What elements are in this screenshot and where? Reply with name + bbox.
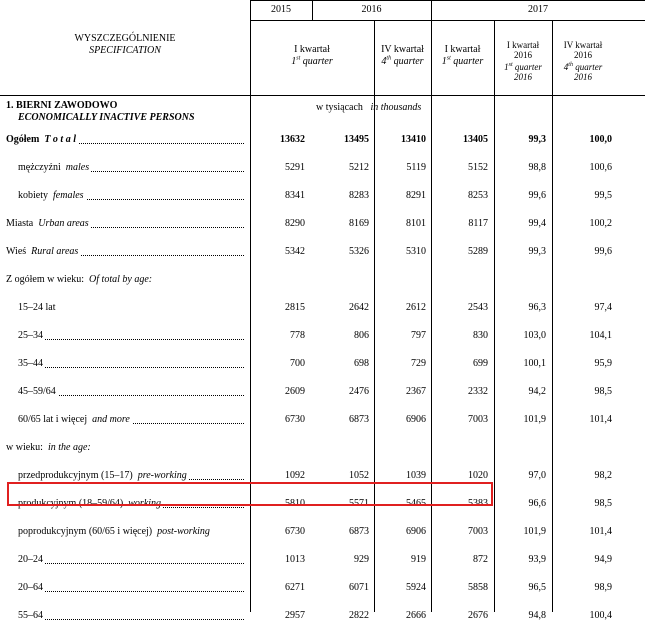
cell-value: 97,4 [594,302,612,313]
cell-value: 5310 [406,246,426,257]
row-label-text [6,274,154,285]
cell-value: 99,3 [528,134,546,145]
cell-value: 103,0 [523,330,546,341]
cell-value: 98,2 [594,470,612,481]
col-2015-pl: I kwartał [294,44,330,55]
cell-value: 2476 [349,386,369,397]
row-label [18,525,212,539]
cell-value: 98,8 [528,162,546,173]
row-label-text [18,414,132,425]
row-label [18,357,45,371]
cell-value: 2666 [406,610,426,621]
row-label [18,301,58,315]
cell-value: 700 [290,358,305,369]
cell-value: 1020 [468,470,488,481]
col-divider [552,20,553,612]
leader-dots [38,395,244,396]
row-label-pl: Wieś [6,246,27,257]
header-bottom-rule [0,95,645,96]
row-label-pl: kobiety [18,190,48,201]
cell-value: 5289 [468,246,488,257]
row-label [18,329,45,343]
row-label-text [18,358,45,369]
cell-value: 7003 [468,526,488,537]
cell-value: 98,9 [594,582,612,593]
col-2015-en: 1st quarter [291,55,333,67]
cell-value: 13410 [401,134,426,145]
row-label-pl: 60/65 lat i więcej [18,414,88,425]
col-2016-pl: IV kwartał [381,44,424,55]
cell-value: 872 [473,554,488,565]
cell-value: 5342 [285,246,305,257]
year-2015: 2015 [271,4,291,15]
row-label-pl: 35–44 [18,358,43,369]
cell-value: 5858 [468,582,488,593]
cell-value: 5924 [406,582,426,593]
row-label-pl: 45–59/64 [18,386,56,397]
row-label [18,385,58,399]
cell-value: 100,0 [589,134,612,145]
cell-value: 6906 [406,414,426,425]
cell-value: 13495 [344,134,369,145]
cell-value: 5291 [285,162,305,173]
header-top-rule [250,0,645,1]
year-2016: 2016 [361,4,382,15]
cell-value: 8169 [349,218,369,229]
cell-value: 5326 [349,246,369,257]
row-label-pl: Ogółem [6,134,40,145]
row-label-pl: Z ogółem w wieku: [6,274,85,285]
col-2017-en: 1st quarter [441,55,484,67]
cell-value: 100,1 [523,358,546,369]
cell-value: 2332 [468,386,488,397]
cell-value: 8290 [285,218,305,229]
col-ratio2-pl: IV kwartał [563,40,603,50]
cell-value: 806 [354,330,369,341]
cell-value: 99,6 [594,246,612,257]
cell-value: 1039 [406,470,426,481]
cell-value: 8291 [406,190,426,201]
row-label-pl: Miasta [6,218,34,229]
row-label [6,217,91,231]
row-label [18,553,45,567]
cell-value: 5119 [406,162,426,173]
cell-value: 2957 [285,610,305,621]
col-2017-pl: I kwartał [444,44,481,55]
row-label-text [6,134,78,145]
cell-value: 778 [290,330,305,341]
cell-value: 5465 [406,498,426,509]
cell-value: 6873 [349,414,369,425]
section-title-pl: 1. BIERNI ZAWODOWO [6,100,118,111]
row-label [6,273,154,287]
cell-value: 699 [473,358,488,369]
row-label-en: males [60,162,90,173]
spec-pl: WYSZCZEGÓLNIENIE [74,33,176,44]
row-label [18,469,189,483]
cell-value: 2367 [406,386,426,397]
row-label [18,609,45,623]
cell-value: 7003 [468,414,488,425]
cell-value: 5212 [349,162,369,173]
row-label [18,413,132,427]
cell-value: 5810 [285,498,305,509]
cell-value: 99,3 [528,246,546,257]
cell-value: 94,9 [594,554,612,565]
row-label-en: Urban areas [33,218,89,229]
leader-dots [38,339,244,340]
row-label-en: pre-working [132,470,187,481]
cell-value: 929 [354,554,369,565]
cell-value: 13405 [463,134,488,145]
cell-value: 94,2 [528,386,546,397]
cell-value: 2612 [406,302,426,313]
cell-value: 5152 [468,162,488,173]
cell-value: 8341 [285,190,305,201]
cell-value: 797 [411,330,426,341]
cell-value: 94,8 [528,610,546,621]
year-2017: 2017 [528,4,548,15]
col-ratio1-pl: I kwartał [506,40,540,50]
cell-value: 2822 [349,610,369,621]
cell-value: 101,9 [523,526,546,537]
cell-value: 13632 [280,134,305,145]
cell-value: 99,6 [528,190,546,201]
col-divider [494,20,495,612]
col-ratio2-en: 4th quarter [563,62,603,72]
row-label-text [18,386,58,397]
cell-value: 729 [411,358,426,369]
cell-value: 101,4 [589,414,612,425]
cell-value: 5571 [349,498,369,509]
row-label [6,441,93,455]
cell-value: 8101 [406,218,426,229]
cell-value: 101,4 [589,526,612,537]
cell-value: 6071 [349,582,369,593]
cell-value: 2815 [285,302,305,313]
cell-value: 698 [354,358,369,369]
cell-value: 96,5 [528,582,546,593]
cell-value: 919 [411,554,426,565]
row-label [6,245,80,259]
cell-value: 1052 [349,470,369,481]
cell-value: 5383 [468,498,488,509]
row-label-pl: 15–24 lat [18,302,56,313]
cell-value: 97,0 [528,470,546,481]
row-label-text [18,582,45,593]
leader-dots [38,591,244,592]
row-label-text [18,526,212,537]
col-ratio1-year2: 2016 [514,72,532,82]
cell-value: 830 [473,330,488,341]
row-label-pl: przedprodukcyjnym (15–17) [18,470,133,481]
unit-label: w tysiącach in thousands [316,102,422,113]
row-label [6,133,78,147]
col-2016-en: 4th quarter [381,55,424,67]
cell-value: 1013 [285,554,305,565]
cell-value: 100,2 [589,218,612,229]
cell-value: 2676 [468,610,488,621]
spec-en: SPECIFICATION [89,45,161,56]
section-title-en: ECONOMICALLY INACTIVE PERSONS [18,112,195,123]
cell-value: 6906 [406,526,426,537]
cell-value: 1092 [285,470,305,481]
row-label-pl: w wieku: [6,442,43,453]
cell-value: 2642 [349,302,369,313]
leader-dots [38,563,244,564]
row-label-text [18,302,58,313]
row-label-en: Rural areas [26,246,79,257]
cell-value: 104,1 [589,330,612,341]
row-label-en: and more [87,414,130,425]
row-label-text [18,190,86,201]
cell-value: 99,5 [594,190,612,201]
row-label-text [18,470,189,481]
cell-value: 6730 [285,414,305,425]
cell-value: 95,9 [594,358,612,369]
cell-value: 8117 [468,218,488,229]
cell-value: 6873 [349,526,369,537]
cell-value: 93,9 [528,554,546,565]
cell-value: 2609 [285,386,305,397]
row-label-pl: 20–64 [18,582,43,593]
cell-value: 100,4 [589,610,612,621]
cell-value: 96,3 [528,302,546,313]
col-ratio2-year: 2016 [574,50,592,60]
row-label-pl: produkcyjnym (18–59/64) [18,498,124,509]
row-label-text [6,442,93,453]
cell-value: 98,5 [594,386,612,397]
col-ratio1-year: 2016 [514,50,532,60]
row-label-en: post-working [152,526,210,537]
row-label-pl: 25–34 [18,330,43,341]
cell-value: 6730 [285,526,305,537]
leader-dots [38,619,244,620]
row-label-text [18,554,45,565]
col-ratio1-en: 1st quarter [504,62,542,72]
row-label-en: working [123,498,162,509]
row-label-text [18,330,45,341]
cell-value: 2543 [468,302,488,313]
row-label [18,189,86,203]
highlight-box [7,482,493,506]
row-label-text [6,218,91,229]
cell-value: 8283 [349,190,369,201]
row-label [18,581,45,595]
row-label-text [18,162,91,173]
row-label [18,161,91,175]
row-label-en: T o t a l [39,134,76,145]
row-label-pl: 20–24 [18,554,43,565]
cell-value: 96,6 [528,498,546,509]
row-label-pl: mężczyźni [18,162,61,173]
leader-dots [38,367,244,368]
row-label-text [6,246,80,257]
col-ratio2-year2: 2016 [574,72,592,82]
cell-value: 99,4 [528,218,546,229]
row-label-en: Of total by age: [84,274,153,285]
cell-value: 6271 [285,582,305,593]
cell-value: 100,6 [589,162,612,173]
cell-value: 98,5 [594,498,612,509]
row-label-pl: poprodukcyjnym (60/65 i więcej) [18,526,153,537]
row-label-en: females [48,190,84,201]
cell-value: 101,9 [523,414,546,425]
row-label-pl: 55–64 [18,610,43,621]
cell-value: 8253 [468,190,488,201]
row-label-en: in the age: [42,442,91,453]
year-rule [250,20,645,21]
